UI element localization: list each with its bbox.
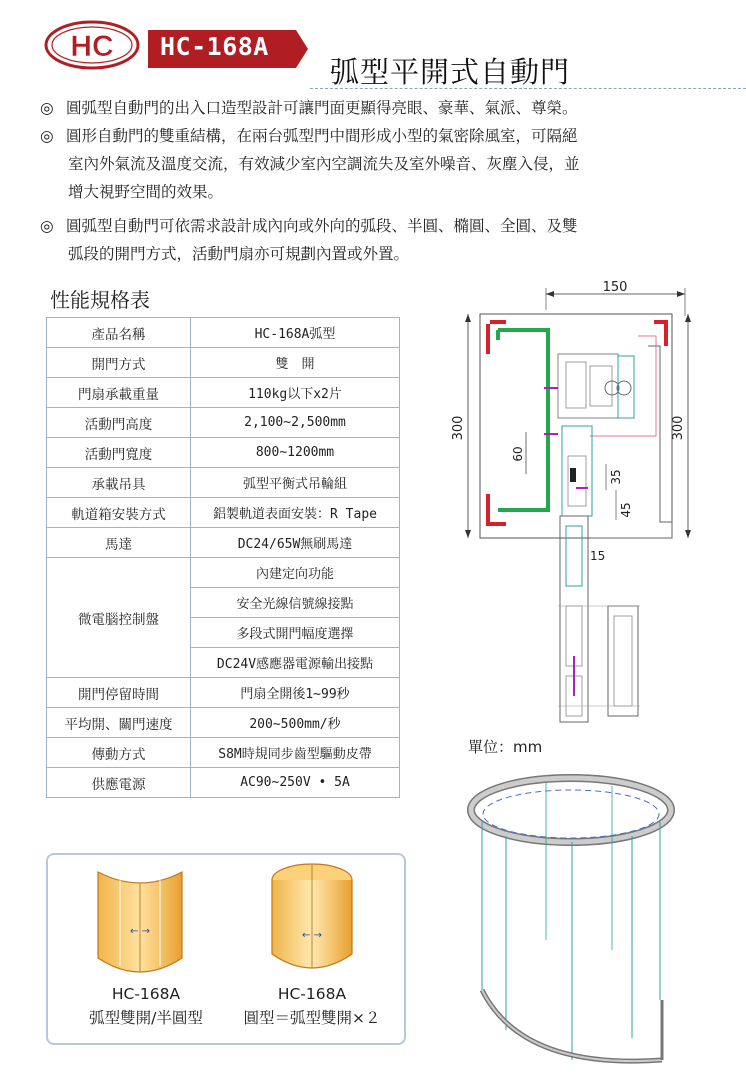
type-caption-half: HC-168A 弧型雙開/半圓型 [89,985,203,1027]
bullet-1: ◎ 圓弧型自動門的出入口造型設計可讓門面更顯得亮眼、豪華、氣派、尊榮。 [40,94,720,122]
svg-text:← →: ← → [302,930,322,941]
table-row: 傳動方式 S8M時規同步齒型驅動皮帶 [47,738,400,768]
table-row: 平均開、關門速度 200~500mm/秒 [47,708,400,738]
table-row: 產品名稱 HC-168A弧型 [47,318,400,348]
header-divider [310,88,746,89]
dim-15: 15 [590,549,606,563]
table-row: 活動門高度 2,100~2,500mm [47,408,400,438]
bullet-mark: ◎ [40,217,54,235]
table-row: 安全光線信號線接點 [47,588,400,618]
dim-300-left: 300 [451,415,466,441]
bullet-mark: ◎ [40,127,54,145]
spec-table [46,317,400,798]
dim-35: 35 [609,469,623,485]
svg-text:← →: ← → [130,926,150,937]
half-round-door-icon [90,862,190,980]
table-row: 活動門寬度 800~1200mm [47,438,400,468]
table-row: DC24V感應器電源輸出接點 [47,648,400,678]
circular-door-illustration [462,770,680,1075]
dim-45: 45 [619,502,633,518]
unit-label: 單位：mm [468,738,543,756]
table-row: 承載吊具 弧型平衡式吊輪組 [47,468,400,498]
bullet-mark: ◎ [40,99,54,117]
spec-title: 性能規格表 [50,288,150,312]
full-round-door-icon [262,858,362,976]
page-title: 弧型平開式自動門 [330,55,571,89]
bullet-3: ◎ 圓弧型自動門可依需求設計成內向或外向的弧段、半圓、橢圓、全圓、及雙 弧段的開門方式，活動門扇亦可規劃內置或外置。 [40,212,720,268]
table-row: 開門方式 雙 開 [47,348,400,378]
table-row: 多段式開門幅度選擇 [47,618,400,648]
bullet-2: ◎ 圓形自動門的雙重結構，在兩台弧型門中間形成小型的氣密除風室，可隔絕 室內外氣流及溫度交流，有效減少室內空調流失及室外噪音、灰塵入侵，並 增大視野空間的效果。 [40,122,720,206]
dim-300-right: 300 [671,415,686,441]
cross-section-drawing [440,276,746,726]
hc-logo [44,20,140,70]
table-row: 門扇承載重量 110kg以下x2片 [47,378,400,408]
table-row: 軌道箱安裝方式 鋁製軌道表面安裝：R Tape [47,498,400,528]
table-row: 供應電源 AC90~250V • 5A [47,768,400,798]
dim-60: 60 [511,446,525,462]
table-row: 開門停留時間 門扇全開後1~99秒 [47,678,400,708]
model-number: HC-168A [160,32,269,61]
dim-150: 150 [602,280,628,295]
type-caption-full: HC-168A 圓型＝弧型雙開×２ [243,985,381,1027]
svg-text:HC: HC [70,30,114,63]
table-row: 馬達 DC24/65W無刷馬達 [47,528,400,558]
table-row: 微電腦控制盤 內建定向功能 [47,558,400,588]
